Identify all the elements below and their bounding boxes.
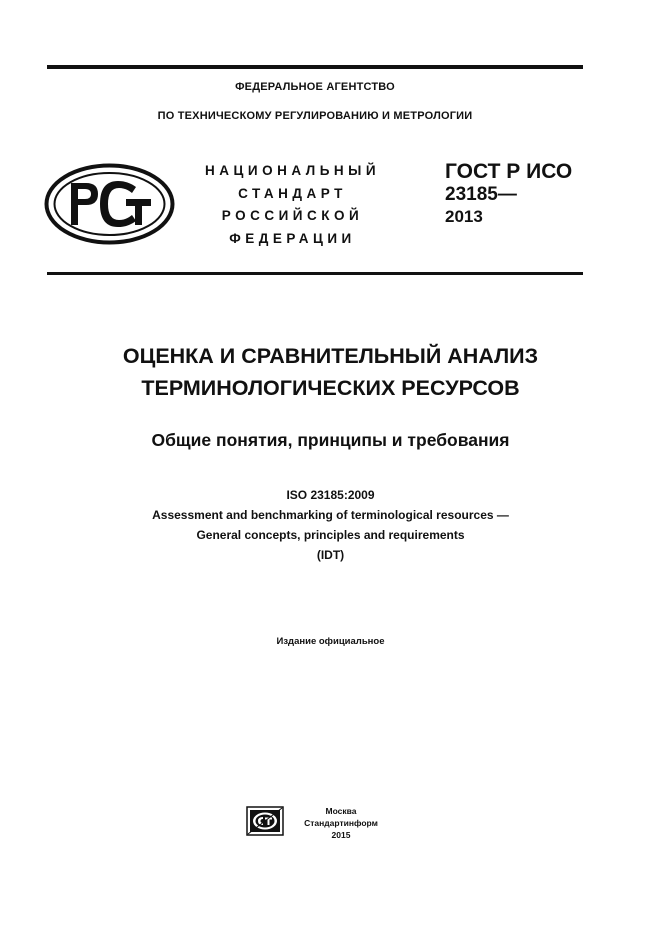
top-rule — [47, 65, 583, 69]
document-title — [47, 340, 614, 404]
gost-r-certification-mark-icon — [44, 163, 175, 245]
publisher-block — [292, 805, 390, 841]
iso-title-line1: Assessment and benchmarking of terminological resources — — [152, 508, 509, 522]
national-standard-line: СТАНДАРТ — [238, 185, 347, 201]
standartinform-logo-icon — [246, 806, 284, 836]
publisher-city: Москва — [325, 806, 357, 816]
iso-equivalence: (IDT) — [316, 548, 345, 562]
national-standard-label — [205, 160, 380, 250]
title-line1: ОЦЕНКА И СРАВНИТЕЛЬНЫЙ АНАЛИЗ — [122, 344, 539, 368]
header-bottom-rule — [47, 272, 583, 275]
publisher-name: Стандартинформ — [304, 818, 378, 828]
national-standard-line: НАЦИОНАЛЬНЫЙ — [205, 163, 381, 178]
publication-year: 2015 — [331, 830, 351, 840]
standard-designation — [445, 160, 572, 227]
agency-name-line2: ПО ТЕХНИЧЕСКОМУ РЕГУЛИРОВАНИЮ И МЕТРОЛОГИИ — [157, 110, 473, 122]
edition-label: Издание официальное — [276, 636, 385, 647]
designation-year: 2013 — [445, 207, 483, 226]
document-subtitle: Общие понятия, принципы и требования — [151, 430, 510, 450]
iso-number: ISO 23185:2009 — [286, 488, 375, 502]
national-standard-line: ФЕДЕРАЦИИ — [229, 230, 356, 246]
title-line2: ТЕРМИНОЛОГИЧЕСКИХ РЕСУРСОВ — [141, 376, 520, 400]
iso-reference — [47, 485, 614, 565]
iso-title-line2: General concepts, principles and requirements — [196, 528, 465, 542]
national-standard-line: РОССИЙСКОЙ — [221, 208, 364, 223]
designation-number: 23185— — [445, 184, 517, 205]
designation-prefix: ГОСТ Р ИСО — [445, 160, 573, 183]
agency-name-line1: ФЕДЕРАЛЬНОЕ АГЕНТСТВО — [235, 81, 395, 93]
